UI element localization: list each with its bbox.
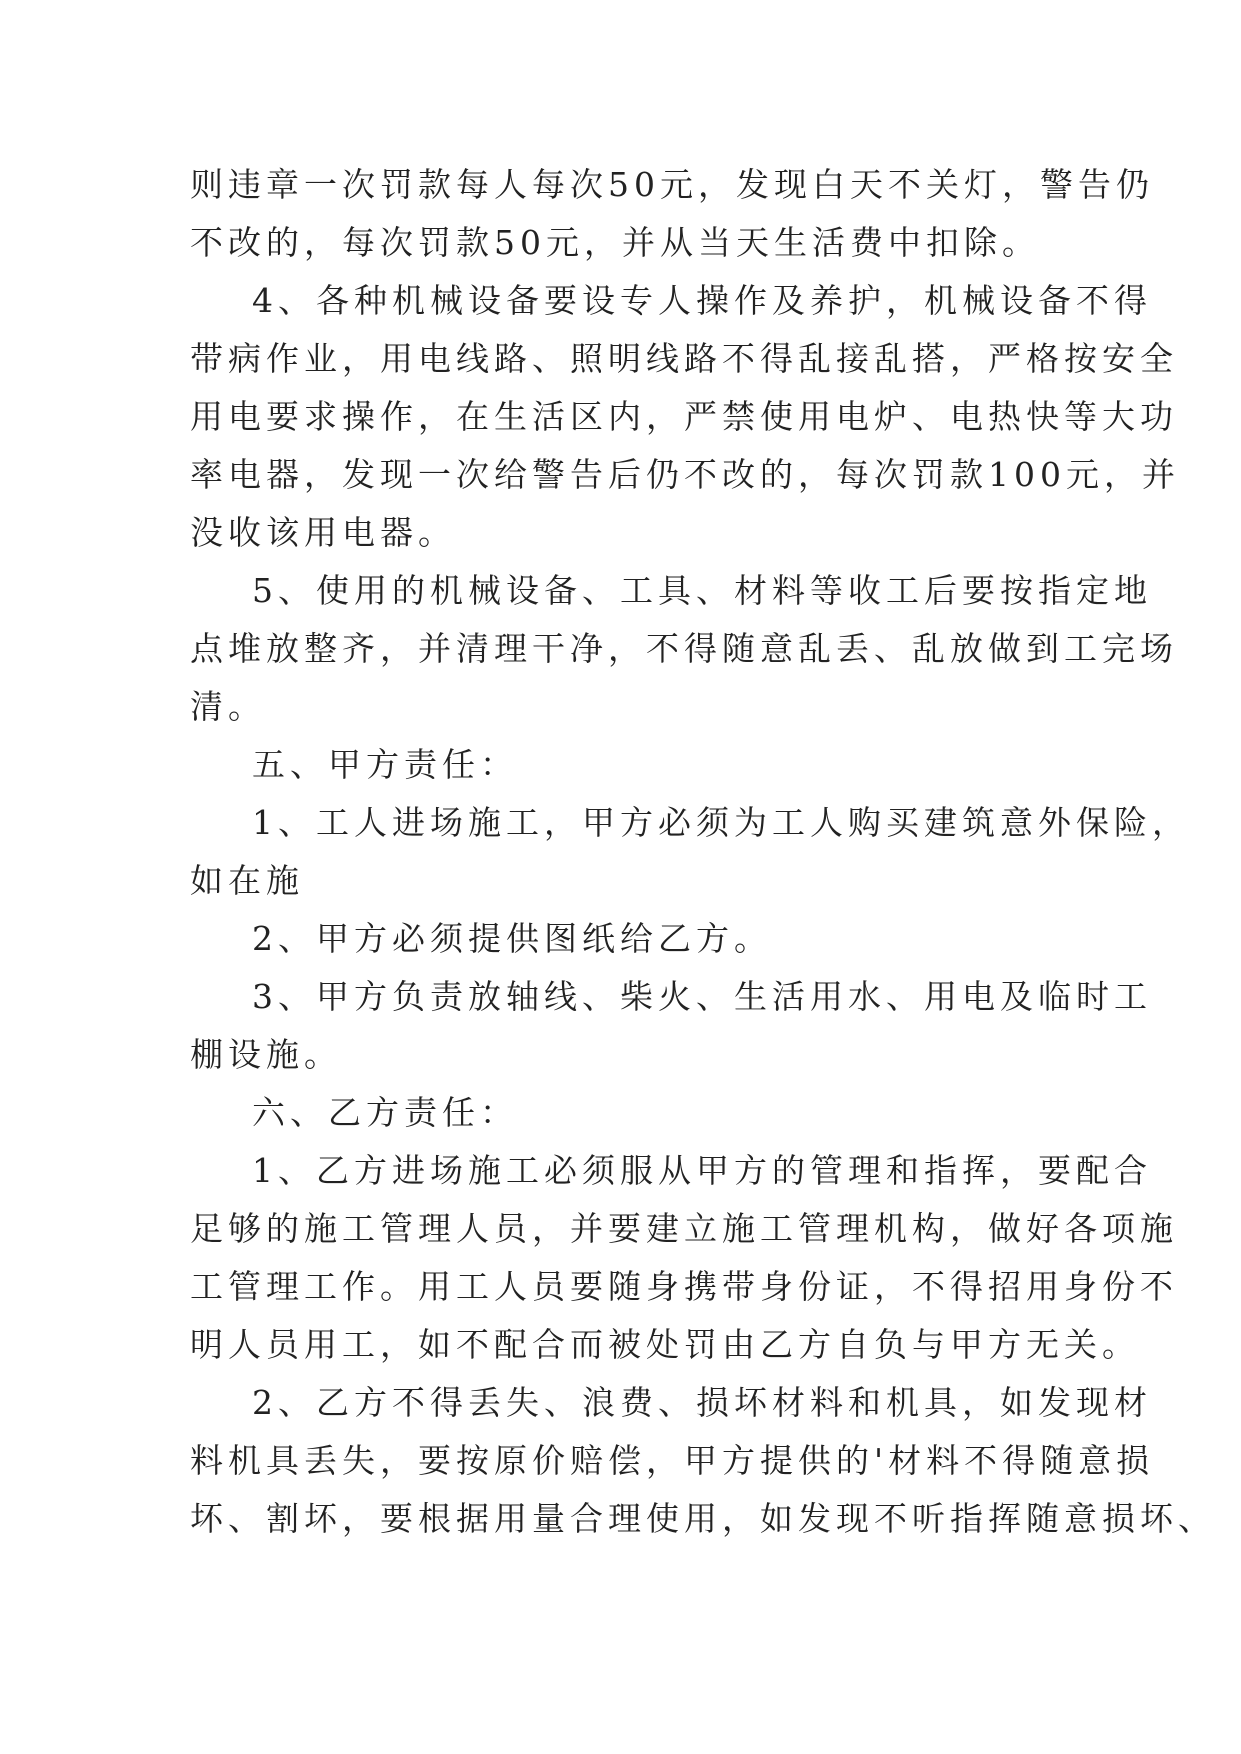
text-line: 棚设施。	[190, 1035, 342, 1074]
text-line: 没收该用电器。	[190, 513, 456, 552]
text-line: 1、工人进场施工，甲方必须为工人购买建筑意外保险，	[252, 803, 1190, 842]
text-line: 不改的，每次罚款50元，并从当天生活费中扣除。	[190, 223, 1040, 262]
text-line: 5、使用的机械设备、工具、材料等收工后要按指定地	[252, 571, 1152, 610]
text-line: 用电要求操作，在生活区内，严禁使用电炉、电热快等大功	[190, 397, 1178, 436]
text-line: 则违章一次罚款每人每次50元，发现白天不关灯，警告仍	[190, 165, 1154, 204]
text-line: 带病作业，用电线路、照明线路不得乱接乱搭，严格按安全	[190, 339, 1178, 378]
text-line: 明人员用工，如不配合而被处罚由乙方自负与甲方无关。	[190, 1325, 1140, 1364]
section-heading: 六、乙方责任：	[252, 1093, 518, 1132]
text-line: 4、各种机械设备要设专人操作及养护，机械设备不得	[252, 281, 1152, 320]
text-line: 1、乙方进场施工必须服从甲方的管理和指挥，要配合	[252, 1151, 1152, 1190]
text-line: 工管理工作。用工人员要随身携带身份证，不得招用身份不	[190, 1267, 1178, 1306]
text-line: 足够的施工管理人员，并要建立施工管理机构，做好各项施	[190, 1209, 1178, 1248]
text-line: 料机具丢失，要按原价赔偿，甲方提供的'材料不得随意损	[190, 1441, 1155, 1480]
text-line: 清。	[190, 687, 266, 726]
text-line: 点堆放整齐，并清理干净，不得随意乱丢、乱放做到工完场	[190, 629, 1178, 668]
section-heading: 五、甲方责任：	[252, 745, 518, 784]
text-line: 坏、割坏，要根据用量合理使用，如发现不听指挥随意损坏、	[190, 1499, 1216, 1538]
text-line: 2、乙方不得丢失、浪费、损坏材料和机具，如发现材	[252, 1383, 1152, 1422]
text-line: 率电器，发现一次给警告后仍不改的，每次罚款100元，并	[190, 455, 1180, 494]
text-line: 2、甲方必须提供图纸给乙方。	[252, 919, 772, 958]
text-line: 如在施	[190, 861, 304, 900]
text-line: 3、甲方负责放轴线、柴火、生活用水、用电及临时工	[252, 977, 1152, 1016]
